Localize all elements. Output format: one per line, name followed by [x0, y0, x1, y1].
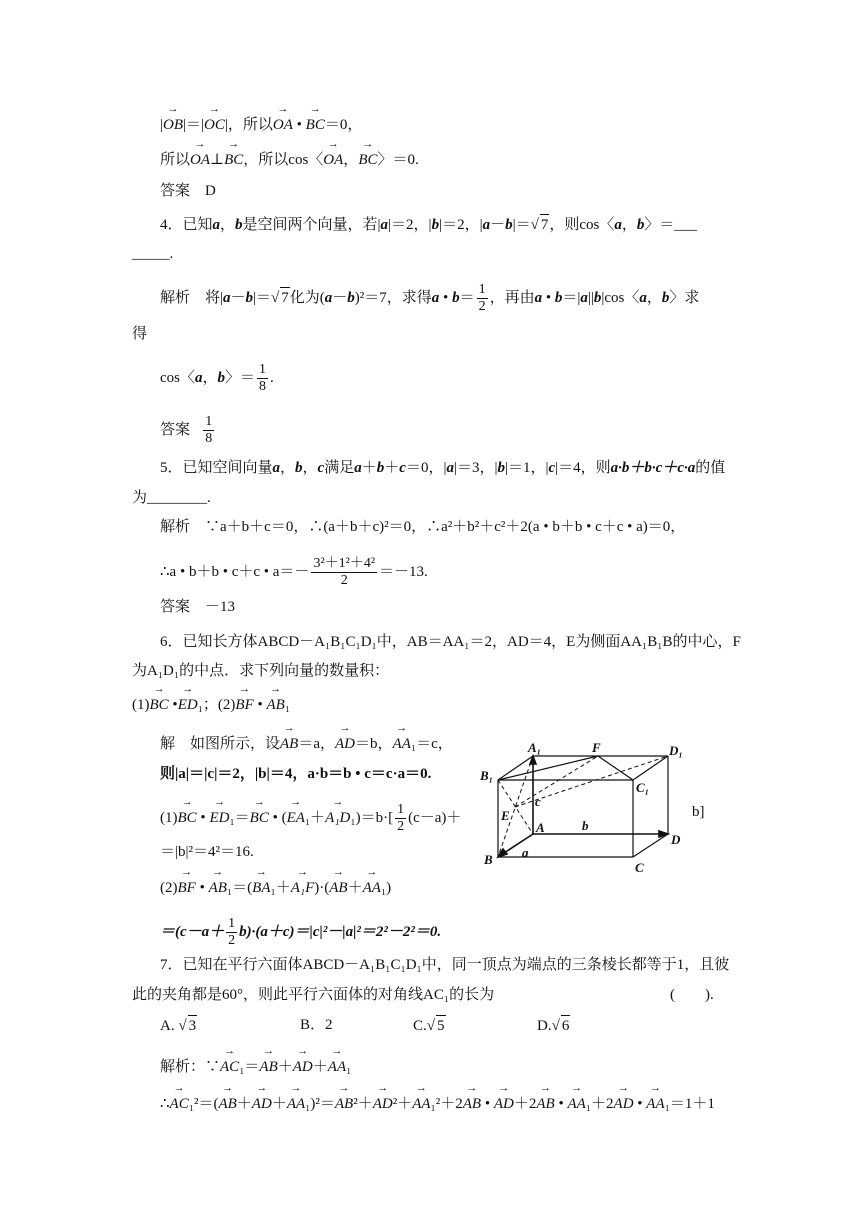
solution-6-part2: (2)→ BF • → AB₁＝(→ BA₁＋→ A₁F)·(→ AB＋→ AA₁)	[160, 878, 391, 898]
question-5: 5．已知空间向量a，b，c满足a＋b＋c＝0，|a|＝3，|b|＝1，|c|＝4，则a·b＋b·c＋c·a的值	[160, 460, 726, 476]
segment-f-c1	[598, 756, 633, 780]
text-line: 得	[132, 326, 148, 342]
question-4: 4．已知a，b是空间两个向量，若|a|＝2，|b|＝2，|a－b|＝√ 7，则cos〈a，b〉＝___	[160, 214, 697, 235]
text-line: 所以→ OA⊥→ BC，所以cos〈→ OA，→ BC〉＝0.	[160, 150, 419, 170]
edge-c1-d1	[633, 756, 668, 780]
vector-a	[504, 834, 533, 853]
solution-7: 解析：∵→ AC₁＝→ AB＋→ AD＋→ AA₁	[160, 1057, 351, 1077]
segment-e-f	[515, 756, 598, 807]
solution-5-result: ∴a • b＋b • c＋c • a＝－ $\frac{\text{3²＋1²＋4²}}{2}$ ＝－13.	[160, 556, 428, 588]
solution-5: 解析 ∵a＋b＋c＝0，∴(a＋b＋c)²＝0，∴a²＋b²＋c²＋2(a • b＋b • c＋c • a)＝0，	[160, 519, 686, 535]
cuboid-diagram	[478, 742, 692, 882]
label-c1: C₁	[636, 780, 650, 795]
label-c-vertex: C	[635, 860, 644, 875]
label-b1: B₁	[480, 768, 494, 783]
option-a: A. √ 3	[160, 1015, 197, 1036]
option-c: C.√ 5	[413, 1015, 446, 1036]
solution-6-lengths: 则|a|＝|c|＝2，|b|＝4，a·b＝b • c＝c·a＝0.	[160, 766, 432, 782]
label-d: D	[671, 832, 681, 847]
answer-4: 答案 $\frac{1}{8}$	[160, 414, 213, 446]
solution-6-part1-result: ＝|b|²＝4²＝16.	[160, 844, 254, 860]
solution-7-expansion: ∴→ AC₁²＝(→ AB＋→ AD＋→ AA₁)²＝→ AB²＋→ AD²＋→ AA₁²＋2→ AB • → AD＋2→ AB • → AA₁＋2→ AD • → AA₁＝1＋1	[160, 1094, 715, 1114]
solution-6-setup: 解 如图所示，设→ AB＝a，→ AD＝b，→ AA₁＝c，	[160, 734, 453, 754]
segment-b1-f	[498, 756, 598, 780]
question-7-paren: ( ).	[670, 987, 714, 1003]
question-6-cont: 为A₁D₁的中点．求下列向量的数量积：	[132, 663, 390, 679]
label-b-vertex: B	[484, 852, 493, 867]
label-c: c	[535, 794, 541, 809]
solution-4-result: cos〈a，b〉＝ $\frac{1}{8}$ .	[160, 362, 274, 394]
option-b: B．2	[300, 1017, 333, 1033]
solution-4: 解析 将|a－b|＝√ 7化为(a－b)²＝7，求得a • b＝ $\frac{1}{2}$ ，再由a • b＝|a||b|cos〈a，b〉求	[160, 282, 700, 314]
question-7: 7．已知在平行六面体ABCD－A₁B₁C₁D₁中，同一顶点为端点的三条棱长都等于1，且彼	[160, 957, 730, 973]
vector-ob: → OB	[163, 115, 183, 135]
answer-3: 答案 D	[160, 183, 216, 199]
label-a1: A₁	[528, 742, 542, 755]
question-5-blank: 为________.	[132, 490, 211, 506]
label-a: A	[536, 820, 545, 835]
question-4-blank: _____.	[132, 246, 174, 262]
answer-5: 答案 －13	[160, 599, 236, 615]
fraction-half: $\frac{1}{2}$	[478, 282, 486, 314]
label-a-vector: a	[522, 845, 529, 860]
question-7-cont: 此的夹角都是60°，则此平行六面体的对角线AC₁的长为	[132, 987, 495, 1003]
label-f: F	[592, 742, 601, 755]
solution-6-part2-result: ＝(c－a＋ $\frac{1}{2}$ b)·(a＋c)＝|c|²－|a|²＝2²－2²＝0.	[160, 916, 442, 948]
question-6-parts: (1)→ BC •→ ED₁；(2)→ BF • → AB₁	[132, 695, 290, 715]
option-d: D.√ 6	[537, 1015, 570, 1036]
label-b: b	[582, 818, 589, 833]
label-d1: D₁	[669, 743, 683, 758]
text-line: |→ OB|＝|→ OC|，所以→ OA • → BC＝0，	[160, 115, 362, 135]
solution-6-part1-end: b]	[692, 804, 705, 820]
solution-6-part1: (1)→ BC • → ED₁＝→ BC • (→ EA₁＋→ A₁D₁)＝b·[ $\frac{1}{2}$ (c－a)＋	[160, 802, 461, 835]
label-e: E	[501, 808, 510, 823]
question-6: 6．已知长方体ABCD－A₁B₁C₁D₁中，AB＝AA₁＝2，AD＝4，E为侧面AA₁B₁B的中心，F	[160, 634, 741, 650]
edge-c-d	[633, 834, 668, 857]
